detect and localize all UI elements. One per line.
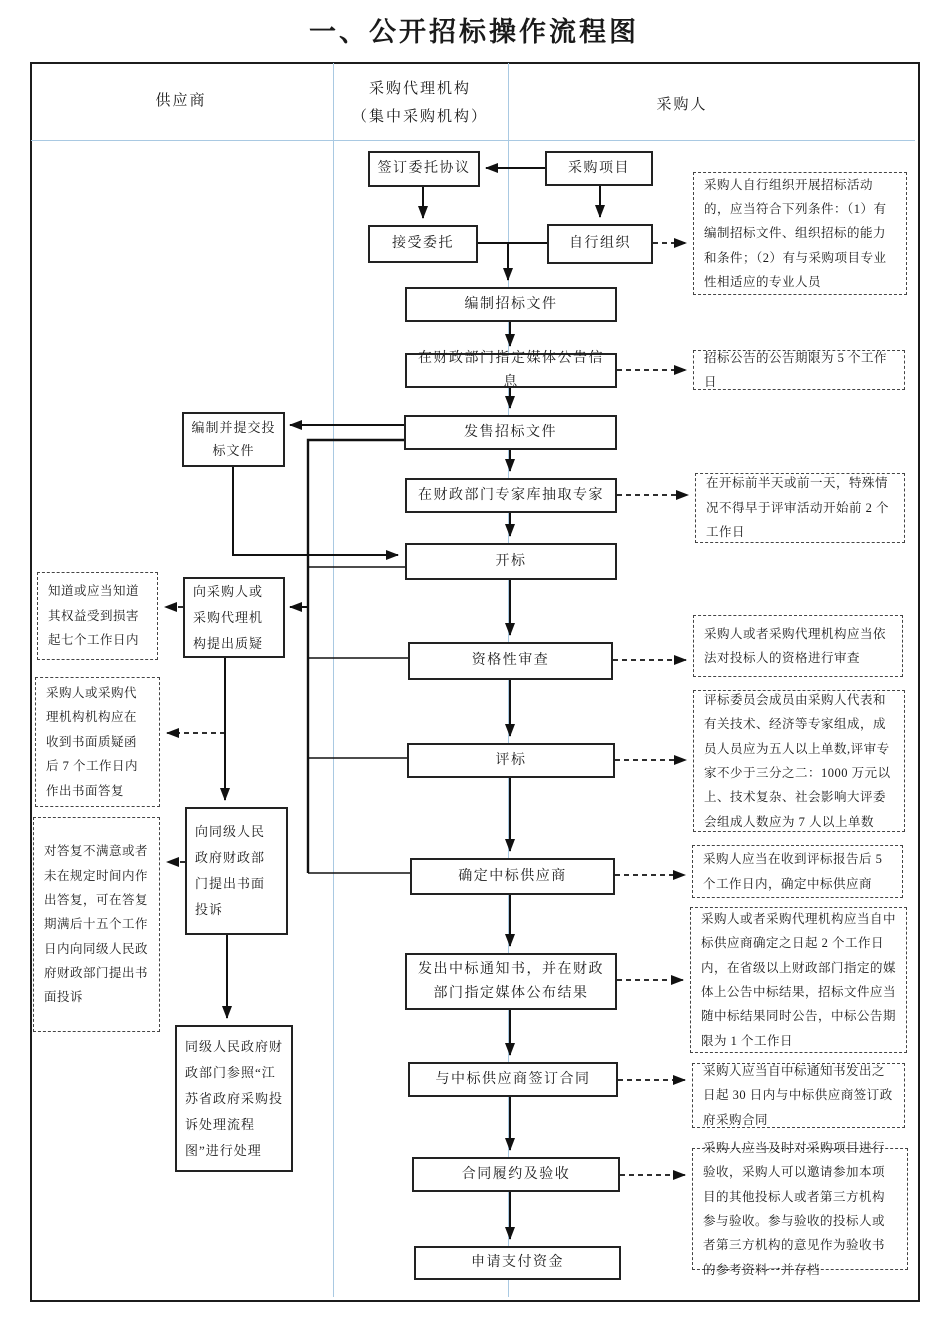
column-header-agency (345, 76, 495, 132)
note-evaluation-committee (693, 690, 905, 832)
node-procurement-project: 采购项目 (545, 151, 653, 186)
note-qualification-rule (693, 615, 903, 677)
note-expert-draw-timing (695, 473, 905, 543)
node-apply-payment: 申请支付资金 (414, 1246, 621, 1280)
note-complaint-deadline-text: 对答复不满意或者未在规定时间内作出答复，可在答复期满后十五个工作日内向同级人民政府财政部门提出书面投诉 (44, 844, 149, 1005)
note-winner-decision-period (692, 845, 903, 898)
note-self-organize-conditions (693, 172, 907, 295)
note-expert-draw-timing-text: 在开标前半天或前一天，特殊情况不得早于评审活动开始前 2 个工作日 (706, 476, 890, 540)
node-draw-experts: 在财政部门专家库抽取专家 (405, 478, 617, 513)
node-contract-acceptance: 合同履约及验收 (412, 1157, 620, 1192)
column-header-supplier: 供应商 (155, 93, 207, 109)
note-announcement-period-text: 招标公告的公告期限为 5 个工作日 (704, 350, 888, 389)
note-qualification-rule-text: 采购人或者采购代理机构应当依法对投标人的资格进行审查 (704, 626, 887, 665)
node-determine-winner: 确定中标供应商 (410, 858, 615, 895)
node-sign-contract: 与中标供应商签订合同 (408, 1062, 618, 1097)
node-issue-notice: 发出中标通知书，并在财政部门指定媒体公布结果 (405, 953, 617, 1010)
note-query-deadline (37, 572, 158, 660)
note-contract-period (692, 1063, 905, 1128)
node-evaluate-bids: 评标 (407, 743, 615, 778)
note-contract-period-text: 采购人应当自中标通知书发出之日起 30 日内与中标供应商签订政府采购合同 (703, 1063, 893, 1127)
note-winner-decision-period-text: 采购人应当在收到评标报告后 5 个工作日内，确定中标供应商 (703, 852, 883, 891)
note-result-announcement (690, 907, 907, 1053)
node-raise-query: 向采购人或采购代理机构提出质疑 (183, 577, 285, 658)
note-reply-deadline (35, 677, 160, 807)
node-announce-media: 在财政部门指定媒体公告信息 (405, 353, 617, 388)
node-open-bids: 开标 (405, 543, 617, 580)
node-qualification-review: 资格性审查 (408, 642, 613, 680)
agency-header-line1: 采购代理机构 (368, 81, 471, 97)
node-file-complaint: 向同级人民政府财政部门提出书面投诉 (185, 807, 288, 935)
note-acceptance-rule (692, 1140, 908, 1277)
node-prepare-submit-bid: 编制并提交投标文件 (182, 412, 285, 467)
column-header-purchaser: 采购人 (656, 97, 708, 113)
node-sell-docs: 发售招标文件 (404, 415, 617, 450)
note-complaint-deadline (33, 817, 160, 1032)
note-evaluation-committee-text: 评标委员会成员由采购人代表和有关技术、经济等专家组成，成员人员应为五人以上单数,评审专家不少于三分之二：1000 万元以上、技术复杂、社会影响大评委会组成人数应为 7 人以上单数 (704, 692, 891, 829)
note-result-announcement-text: 采购人或者采购代理机构应当自中标供应商确定之日起 2 个工作日内，在省级以上财政部门指定的媒体上公告中标结果，招标文件应当随中标结果同时公告，中标公告期限为 1 个工作日 (701, 911, 897, 1048)
note-reply-deadline-text: 采购人或采购代理机构机构应在收到书面质疑函后 7 个工作日内作出书面答复 (46, 686, 139, 798)
node-self-organize: 自行组织 (547, 224, 653, 264)
note-acceptance-rule-text: 采购人应当及时对采购项目进行验收，采购人可以邀请参加本项目的其他投标人或者第三方机构参与验收。参与验收的投标人或者第三方机构的意见作为验收书的参考资料一并存档 (703, 1140, 886, 1277)
agency-header-line2: （集中采购机构） (351, 108, 488, 125)
node-complaint-handling: 同级人民政府财政部门参照“江苏省政府采购投诉处理流程图”进行处理 (175, 1025, 293, 1172)
page-title: 一、公开招标操作流程图 (309, 17, 639, 47)
note-announcement-period (693, 350, 905, 390)
node-sign-agreement: 签订委托协议 (368, 151, 480, 187)
node-prepare-bid-docs: 编制招标文件 (405, 287, 617, 322)
note-self-organize-conditions-text: 采购人自行组织开展招标活动的，应当符合下列条件：（1）有编制招标文件、组织招标的能力和条件；（2）有与采购项目专业性相适应的专业人员 (704, 177, 887, 290)
node-accept-entrustment: 接受委托 (368, 225, 478, 263)
note-query-deadline-text: 知道或应当知道其权益受到损害起七个工作日内 (48, 584, 140, 648)
